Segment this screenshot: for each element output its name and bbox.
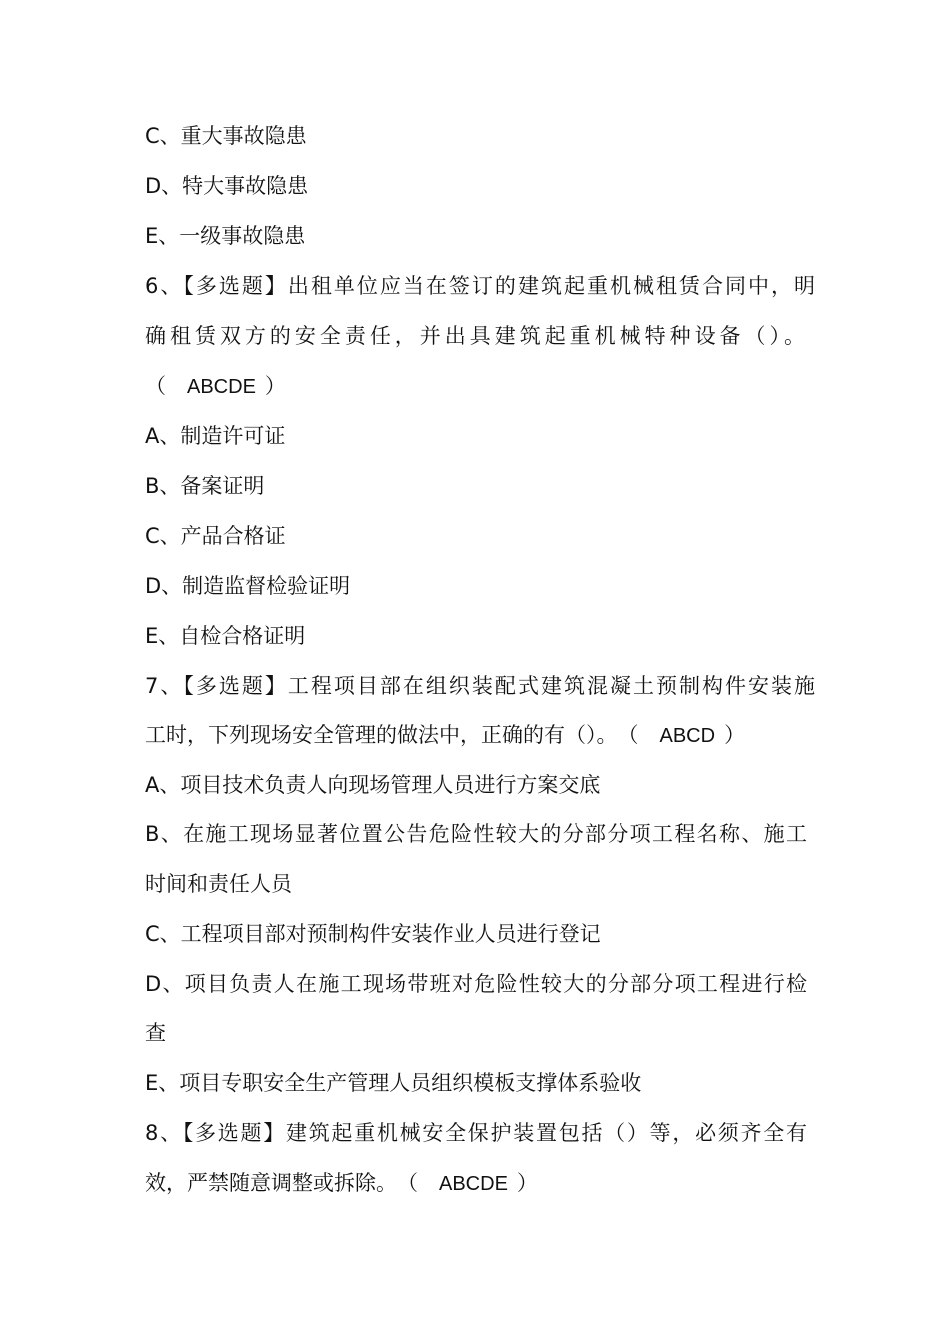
q7-option-a: A、项目技术负责人向现场管理人员进行方案交底 [145,773,601,797]
q5-option-d: D、特大事故隐患 [145,174,309,198]
q6-option-b: B、备案证明 [145,474,265,498]
q6-option-a: A、制造许可证 [145,424,286,448]
answer-close-paren: ） [516,1171,538,1195]
q6-option-c: C、产品合格证 [145,524,286,548]
q7-stem-text: 工时，下列现场安全管理的做法中，正确的有（）。 [145,723,618,747]
q7-option-d-line-1: D、项目负责人在施工现场带班对危险性较大的分部分项工程进行检 [145,972,807,996]
q6-stem-line-1: 6、【多选题】出租单位应当在签订的建筑起重机械租赁合同中，明 [145,274,815,298]
answer-close-paren: ） [264,374,286,398]
q6-answer-key: ABCDE [187,376,256,398]
q6-option-d: D、制造监督检验证明 [145,574,351,598]
q7-option-b-line-2: 时间和责任人员 [145,872,292,896]
answer-open-paren: （ [145,374,166,398]
q7-stem-line-1: 7、【多选题】工程项目部在组织装配式建筑混凝土预制构件安装施 [145,674,815,698]
answer-open-paren: （ [617,723,639,747]
q8-stem-line-1: 8、【多选题】建筑起重机械安全保护装置包括（）等，必须齐全有 [145,1121,807,1145]
q7-option-b-line-1: B、在施工现场显著位置公告危险性较大的分部分项工程名称、施工 [145,822,807,846]
q8-stem-text: 效，严禁随意调整或拆除。 [145,1171,397,1195]
answer-open-paren: （ [397,1171,418,1195]
q6-stem-line-2: 确租赁双方的安全责任，并出具建筑起重机械特种设备（）。 [145,324,805,348]
q5-option-c: C、重大事故隐患 [145,124,307,148]
answer-close-paren: ） [724,723,746,747]
q7-option-e: E、项目专职安全生产管理人员组织模板支撑体系验收 [145,1071,642,1095]
q8-answer-key: ABCDE [439,1173,508,1195]
q8-stem-line-2 [145,1168,815,1199]
q7-stem-line-2 [145,720,815,751]
q6-answer [145,371,815,402]
q7-option-c: C、工程项目部对预制构件安装作业人员进行登记 [145,922,601,946]
q5-option-e: E、一级事故隐患 [145,224,306,248]
q7-option-d-line-2: 查 [145,1021,166,1045]
q6-option-e: E、自检合格证明 [145,624,306,648]
q7-answer-key: ABCD [659,725,716,747]
